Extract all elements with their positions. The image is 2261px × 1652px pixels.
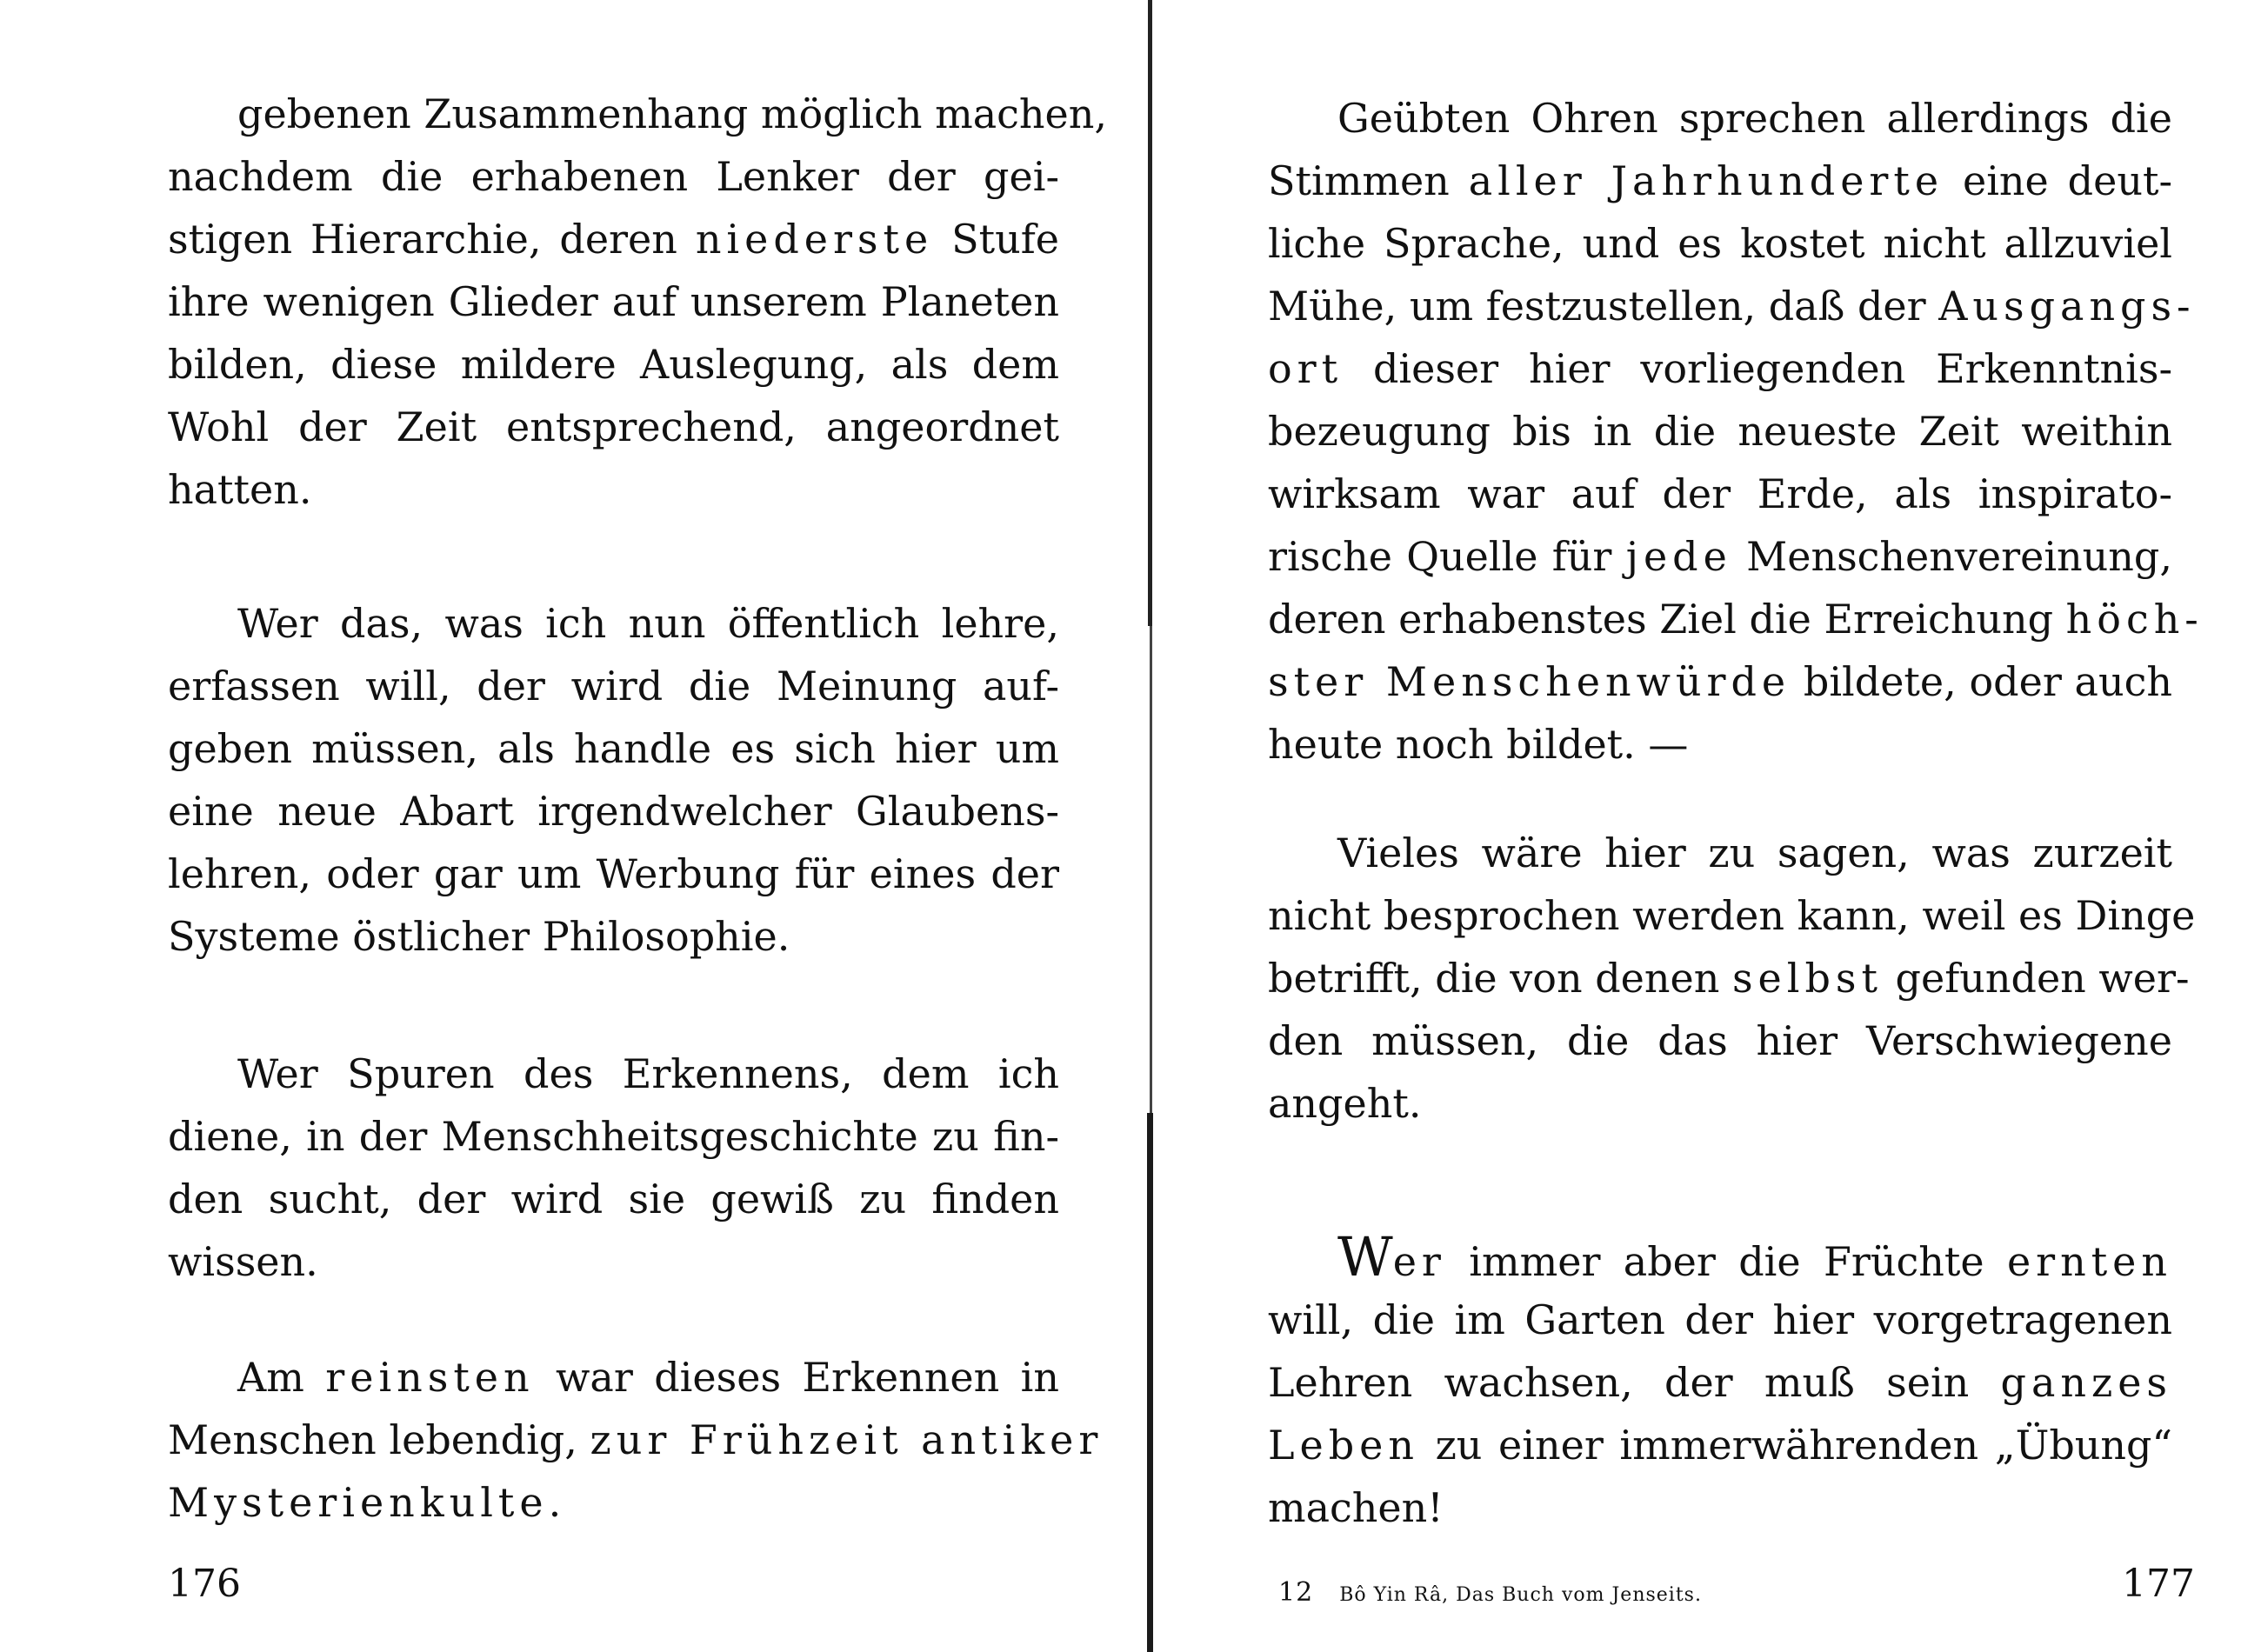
text-run: eine neue Abart irgendwelcher Glaubens- xyxy=(168,788,1059,835)
text-run: . xyxy=(548,1479,562,1526)
book-gutter xyxy=(1144,0,1158,1652)
text-line xyxy=(168,145,1059,208)
right-page xyxy=(1165,0,2261,1652)
text-line xyxy=(168,458,1059,521)
text-line xyxy=(1268,400,2172,463)
text-run: machen! xyxy=(1268,1484,1444,1531)
emphasized-text: er xyxy=(1392,1238,1446,1285)
text-line xyxy=(168,396,1059,458)
emphasized-text: ernten xyxy=(2006,1238,2172,1285)
left-page xyxy=(0,0,1130,1652)
text-line xyxy=(1268,1072,2172,1135)
text-run: Menschen lebendig, xyxy=(168,1416,590,1463)
page-number: 177 xyxy=(2122,1562,2195,1606)
signature-number: 12 xyxy=(1278,1577,1314,1608)
text-run: den müssen, die das hier Verschwiegene xyxy=(1268,1017,2172,1064)
text-run: bildete, oder auch xyxy=(1791,658,2172,705)
text-run: bilden, diese mildere Auslegung, als dem xyxy=(168,341,1059,388)
text-run: nicht besprochen werden kann, weil es Dinge xyxy=(1268,892,2196,939)
text-line xyxy=(168,208,1059,270)
text-line xyxy=(168,1230,1059,1293)
text-run: rische Quelle für xyxy=(1268,533,1626,580)
paragraph-3 xyxy=(168,1042,1059,1293)
text-run: lehren, oder gar um Werbung für eines der xyxy=(168,850,1059,897)
text-run: Am xyxy=(237,1354,326,1401)
emphasized-text: ort xyxy=(1268,345,1344,392)
text-run: diene, in der Menschheitsgeschichte zu fin- xyxy=(168,1113,1059,1160)
emphasized-text: höch- xyxy=(2065,596,2204,643)
text-line xyxy=(1268,588,2204,650)
text-run: Geübten Ohren sprechen allerdings die xyxy=(1337,95,2172,142)
text-line xyxy=(168,1042,1059,1105)
text-run: Lehren wachsen, der muß sein xyxy=(1268,1359,2001,1406)
initial-letter: W xyxy=(1337,1225,1393,1289)
text-line xyxy=(168,592,1059,655)
text-run: Menschenvereinung, xyxy=(1731,533,2172,580)
text-line xyxy=(1268,463,2172,525)
paragraph-2 xyxy=(168,592,1059,968)
text-line xyxy=(1268,650,2172,713)
text-run: stigen Hierarchie, deren xyxy=(168,216,696,263)
text-line xyxy=(1268,884,2196,947)
text-run: gebenen Zusammenhang möglich machen, xyxy=(237,90,1107,137)
text-line xyxy=(168,655,1059,717)
text-run: ihre wenigen Glieder auf unserem Planeten xyxy=(168,278,1059,325)
text-line xyxy=(168,780,1059,843)
text-line xyxy=(1268,1226,2172,1289)
text-line xyxy=(168,1471,1059,1534)
emphasized-text: Mysterienkulte xyxy=(168,1479,549,1526)
text-line xyxy=(1268,1414,2172,1476)
text-run: erfassen will, der wird die Meinung auf- xyxy=(168,663,1059,709)
text-line xyxy=(168,83,1107,145)
text-run: wirksam war auf der Erde, als inspirato- xyxy=(1268,470,2172,517)
text-run: Systeme östlicher Philosophie. xyxy=(168,913,790,960)
emphasized-text: Leben xyxy=(1268,1422,1419,1469)
text-run: gefunden wer- xyxy=(1882,955,2190,1002)
text-line xyxy=(1268,713,2172,776)
emphasized-text: Ausgangs- xyxy=(1938,283,2196,330)
text-run: hatten. xyxy=(168,466,312,513)
text-line xyxy=(1268,1009,2172,1072)
text-line xyxy=(168,1168,1059,1230)
text-line xyxy=(168,843,1059,905)
text-line xyxy=(1268,822,2172,884)
emphasized-text: reinsten xyxy=(325,1354,535,1401)
paragraph-1 xyxy=(1268,87,2204,776)
text-run: Wer Spuren des Erkennens, dem ich xyxy=(237,1050,1059,1097)
text-line xyxy=(1268,1476,2172,1539)
emphasized-text: ganzes xyxy=(2000,1359,2172,1406)
text-run: liche Sprache, und es kostet nicht allzuviel xyxy=(1268,220,2172,267)
text-run: Wohl der Zeit entsprechend, angeordnet xyxy=(168,403,1059,450)
emphasized-text: aller Jahrhunderte xyxy=(1468,157,1944,204)
text-line xyxy=(168,905,1059,968)
text-line xyxy=(1268,525,2172,588)
text-line xyxy=(168,717,1059,780)
text-run: den sucht, der wird sie gewiß zu finden xyxy=(168,1176,1059,1222)
text-line xyxy=(168,1105,1059,1168)
text-run: deren erhabenstes Ziel die Erreichung xyxy=(1268,596,2066,643)
text-line xyxy=(1268,1351,2172,1414)
paragraph-3 xyxy=(1268,1226,2172,1539)
text-run: betrifft, die von denen xyxy=(1268,955,1732,1002)
text-line xyxy=(1268,1289,2172,1351)
paragraph-1 xyxy=(168,83,1107,521)
text-line xyxy=(168,333,1059,396)
text-line xyxy=(168,270,1059,333)
text-run: geben müssen, als handle es sich hier um xyxy=(168,725,1059,772)
emphasized-text: jede xyxy=(1625,533,1732,580)
text-run: will, die im Garten der hier vorgetragenen xyxy=(1268,1296,2172,1343)
text-run: Stimmen xyxy=(1268,157,1469,204)
text-run: immer aber die Früchte xyxy=(1445,1238,2007,1285)
printer-signature xyxy=(1278,1577,1702,1608)
paragraph-4 xyxy=(168,1346,1104,1534)
text-line xyxy=(1268,275,2196,337)
text-run: wissen. xyxy=(168,1238,318,1285)
emphasized-text: selbst xyxy=(1731,955,1883,1002)
text-line xyxy=(1268,947,2190,1009)
text-run: heute noch bildet. — xyxy=(1268,721,1689,768)
text-run: angeht. xyxy=(1268,1080,1422,1127)
text-line xyxy=(1268,87,2172,150)
text-run: Wer das, was ich nun öffentlich lehre, xyxy=(237,600,1059,647)
text-run: zu einer immerwährenden „Übung“ xyxy=(1418,1422,2172,1469)
text-line xyxy=(1268,150,2172,212)
text-run: Vieles wäre hier zu sagen, was zurzeit xyxy=(1337,829,2172,876)
text-run: war dieses Erkennen in xyxy=(534,1354,1059,1401)
text-run: dieser hier vorliegenden Erkenntnis- xyxy=(1343,345,2172,392)
text-run: bezeugung bis in die neueste Zeit weithin xyxy=(1268,408,2172,455)
text-line xyxy=(1268,337,2172,400)
emphasized-text: ster Menschenwürde xyxy=(1268,658,1791,705)
text-run: Stufe xyxy=(933,216,1059,263)
text-line xyxy=(1268,212,2172,275)
emphasized-text: niederste xyxy=(695,216,934,263)
text-line xyxy=(168,1346,1059,1409)
text-run: Mühe, um festzustellen, daß der xyxy=(1268,283,1939,330)
paragraph-2 xyxy=(1268,822,2196,1135)
text-run: nachdem die erhabenen Lenker der gei- xyxy=(168,153,1059,200)
emphasized-text: zur Frühzeit antiker xyxy=(590,1416,1104,1463)
page-number: 176 xyxy=(168,1562,241,1606)
signature-text: Bô Yin Râ, Das Buch vom Jenseits. xyxy=(1339,1584,1702,1606)
text-line xyxy=(168,1409,1104,1471)
text-run: eine deut- xyxy=(1944,157,2172,204)
